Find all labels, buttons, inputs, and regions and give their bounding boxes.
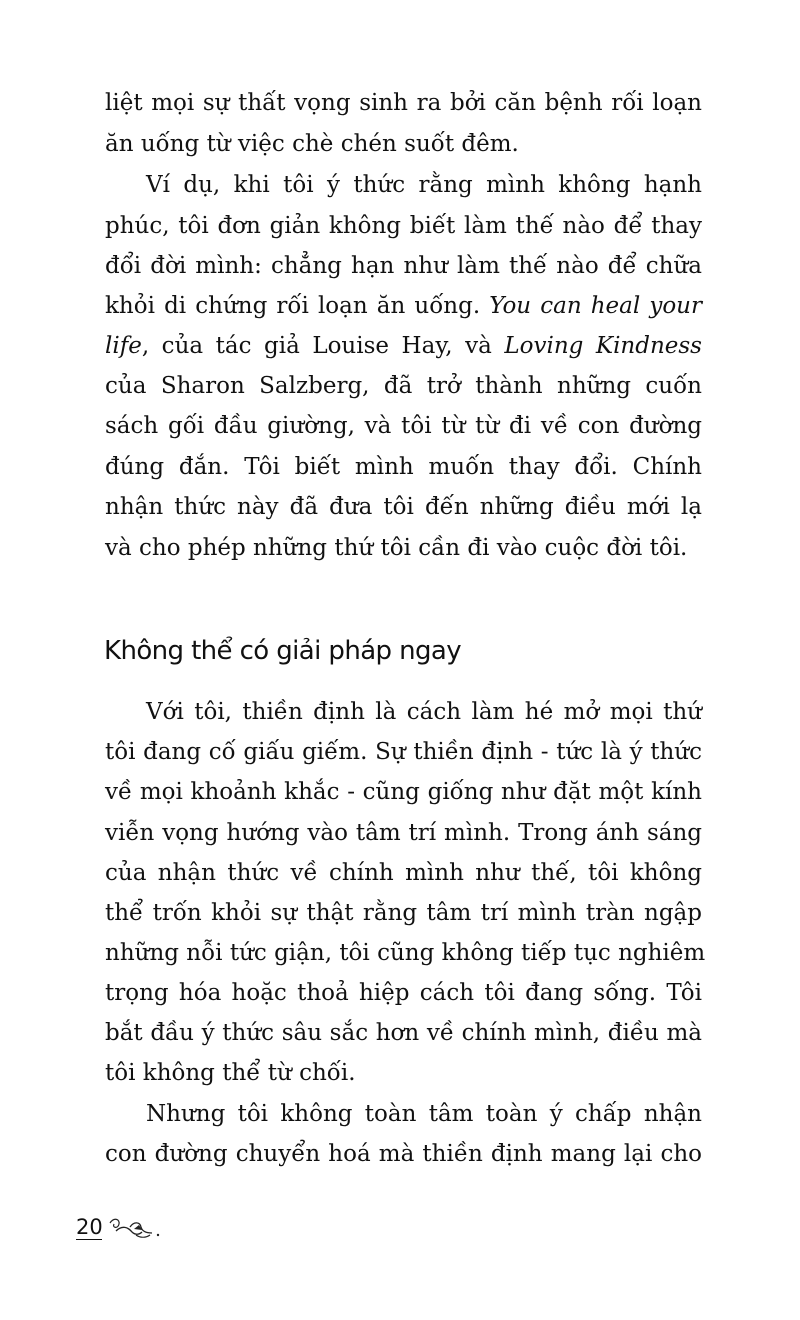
line-text: , của tác giả Louise Hay, và: [141, 333, 505, 359]
paragraph-line: đổi đời mình: chẳng hạn như làm thế nào để chữa: [105, 253, 702, 279]
paragraph-line: viễn vọng hướng vào tâm trí mình. Trong ánh sáng: [105, 820, 702, 846]
paragraph-line: thể trốn khỏi sự thật rằng tâm trí mình tràn ngập: [105, 900, 702, 926]
flourish-ornament-icon: [106, 1213, 166, 1243]
paragraph-line: [105, 291, 702, 321]
paragraph-line: về mọi khoảnh khắc - cũng giống như đặt một kính: [105, 779, 702, 805]
page-number: 20: [76, 1215, 103, 1239]
paragraph-line: và cho phép những thứ tôi cần đi vào cuộc đời tôi.: [105, 535, 688, 561]
paragraph-line: những nỗi tức giận, tôi cũng không tiếp tục nghiêm: [105, 940, 706, 966]
section-heading: Không thể có giải pháp ngay: [104, 636, 462, 666]
paragraph-line: liệt mọi sự thất vọng sinh ra bởi căn bệnh rối loạn: [105, 90, 702, 116]
paragraph-line: của nhận thức về chính mình như thế, tôi không: [105, 860, 702, 886]
paragraph-line: trọng hóa hoặc thoả hiệp cách tôi đang sống. Tôi: [105, 980, 702, 1006]
book-title: Loving Kindness: [504, 333, 702, 359]
paragraph-line: tôi không thể từ chối.: [105, 1060, 356, 1086]
page-number-underline: [76, 1239, 102, 1240]
paragraph-line: đúng đắn. Tôi biết mình muốn thay đổi. Chính: [105, 454, 702, 480]
paragraph-line: ăn uống từ việc chè chén suốt đêm.: [105, 131, 519, 157]
paragraph-line: nhận thức này đã đưa tôi đến những điều mới lạ: [105, 494, 702, 520]
paragraph-line: phúc, tôi đơn giản không biết làm thế nào để thay: [105, 213, 702, 239]
book-title: life: [105, 333, 142, 359]
paragraph-line: Ví dụ, khi tôi ý thức rằng mình không hạnh: [146, 172, 702, 198]
line-text: khỏi di chứng rối loạn ăn uống.: [105, 293, 490, 319]
paragraph-line: Với tôi, thiền định là cách làm hé mở mọi thứ: [146, 699, 702, 725]
paragraph-line: con đường chuyển hoá mà thiền định mang lại cho: [105, 1141, 702, 1167]
paragraph-line: tôi đang cố giấu giếm. Sự thiền định - tức là ý thức: [105, 739, 702, 765]
paragraph-line: sách gối đầu giường, và tôi từ từ đi về con đường: [105, 413, 702, 439]
paragraph-line: [105, 331, 702, 361]
paragraph-line: của Sharon Salzberg, đã trở thành những cuốn: [105, 373, 702, 399]
paragraph-line: Nhưng tôi không toàn tâm toàn ý chấp nhận: [146, 1101, 702, 1127]
book-title: You can heal your: [489, 293, 702, 319]
paragraph-line: bắt đầu ý thức sâu sắc hơn về chính mình, điều mà: [105, 1020, 702, 1046]
